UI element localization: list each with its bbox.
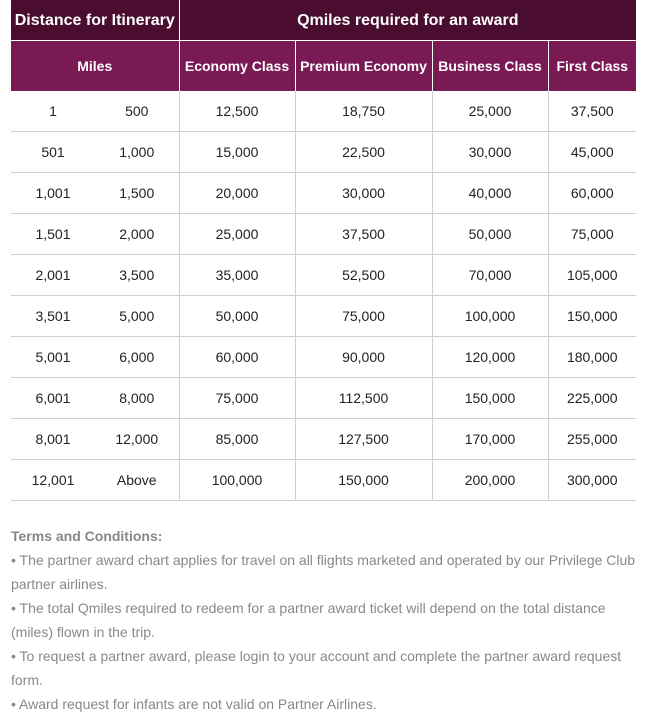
business-class-header: Business Class	[432, 41, 548, 92]
economy-cell: 25,000	[179, 214, 295, 255]
miles-from-cell: 501	[11, 132, 95, 173]
miles-to-cell: 2,000	[95, 214, 179, 255]
table-row	[11, 91, 636, 132]
first-cell: 60,000	[548, 173, 636, 214]
terms-title: Terms and Conditions:	[11, 528, 163, 544]
terms-section	[11, 524, 636, 716]
table-row	[11, 378, 636, 419]
qmiles-header: Qmiles required for an award	[179, 0, 636, 41]
miles-to-cell: 8,000	[95, 378, 179, 419]
business-cell: 100,000	[432, 296, 548, 337]
premium-cell: 18,750	[295, 91, 432, 132]
business-cell: 30,000	[432, 132, 548, 173]
business-cell: 25,000	[432, 91, 548, 132]
first-cell: 255,000	[548, 419, 636, 460]
first-cell: 300,000	[548, 460, 636, 501]
miles-to-cell: 6,000	[95, 337, 179, 378]
first-cell: 37,500	[548, 91, 636, 132]
first-cell: 225,000	[548, 378, 636, 419]
miles-from-cell: 2,001	[11, 255, 95, 296]
first-cell: 180,000	[548, 337, 636, 378]
business-cell: 70,000	[432, 255, 548, 296]
miles-to-cell: 1,000	[95, 132, 179, 173]
economy-cell: 75,000	[179, 378, 295, 419]
premium-cell: 22,500	[295, 132, 432, 173]
first-cell: 105,000	[548, 255, 636, 296]
premium-cell: 75,000	[295, 296, 432, 337]
first-cell: 45,000	[548, 132, 636, 173]
premium-cell: 37,500	[295, 214, 432, 255]
economy-cell: 20,000	[179, 173, 295, 214]
table-row	[11, 460, 636, 501]
miles-to-cell: 1,500	[95, 173, 179, 214]
premium-cell: 52,500	[295, 255, 432, 296]
economy-cell: 50,000	[179, 296, 295, 337]
table-row	[11, 255, 636, 296]
business-cell: 120,000	[432, 337, 548, 378]
table-row	[11, 214, 636, 255]
premium-cell: 112,500	[295, 378, 432, 419]
premium-cell: 150,000	[295, 460, 432, 501]
miles-from-cell: 1,501	[11, 214, 95, 255]
miles-from-cell: 6,001	[11, 378, 95, 419]
table-row	[11, 337, 636, 378]
premium-cell: 30,000	[295, 173, 432, 214]
miles-from-cell: 1,001	[11, 173, 95, 214]
business-cell: 50,000	[432, 214, 548, 255]
table-row	[11, 296, 636, 337]
miles-from-cell: 1	[11, 91, 95, 132]
economy-cell: 100,000	[179, 460, 295, 501]
table-row	[11, 173, 636, 214]
first-cell: 150,000	[548, 296, 636, 337]
distance-header: Distance for Itinerary	[11, 0, 179, 41]
economy-cell: 35,000	[179, 255, 295, 296]
economy-cell: 12,500	[179, 91, 295, 132]
economy-cell: 60,000	[179, 337, 295, 378]
terms-item: • The total Qmiles required to redeem for a partner award ticket will depend on the total distance (miles) flown in the trip.	[11, 600, 606, 640]
economy-cell: 15,000	[179, 132, 295, 173]
premium-economy-header: Premium Economy	[295, 41, 432, 92]
miles-to-cell: 5,000	[95, 296, 179, 337]
business-cell: 40,000	[432, 173, 548, 214]
premium-cell: 127,500	[295, 419, 432, 460]
miles-header: Miles	[11, 41, 179, 92]
business-cell: 200,000	[432, 460, 548, 501]
economy-cell: 85,000	[179, 419, 295, 460]
miles-to-cell: 12,000	[95, 419, 179, 460]
miles-to-cell: Above	[95, 460, 179, 501]
table-row	[11, 419, 636, 460]
business-cell: 170,000	[432, 419, 548, 460]
economy-class-header: Economy Class	[179, 41, 295, 92]
business-cell: 150,000	[432, 378, 548, 419]
award-chart-table	[11, 0, 636, 501]
terms-item: • Award request for infants are not valid on Partner Airlines.	[11, 696, 377, 712]
miles-to-cell: 500	[95, 91, 179, 132]
miles-to-cell: 3,500	[95, 255, 179, 296]
first-cell: 75,000	[548, 214, 636, 255]
table-row	[11, 132, 636, 173]
miles-from-cell: 12,001	[11, 460, 95, 501]
miles-from-cell: 8,001	[11, 419, 95, 460]
first-class-header: First Class	[548, 41, 636, 92]
terms-item: • The partner award chart applies for travel on all flights marketed and operated by our Privilege Club partner airlines.	[11, 552, 636, 592]
premium-cell: 90,000	[295, 337, 432, 378]
miles-from-cell: 5,001	[11, 337, 95, 378]
miles-from-cell: 3,501	[11, 296, 95, 337]
terms-item: • To request a partner award, please login to your account and complete the partner award request form.	[11, 648, 622, 688]
